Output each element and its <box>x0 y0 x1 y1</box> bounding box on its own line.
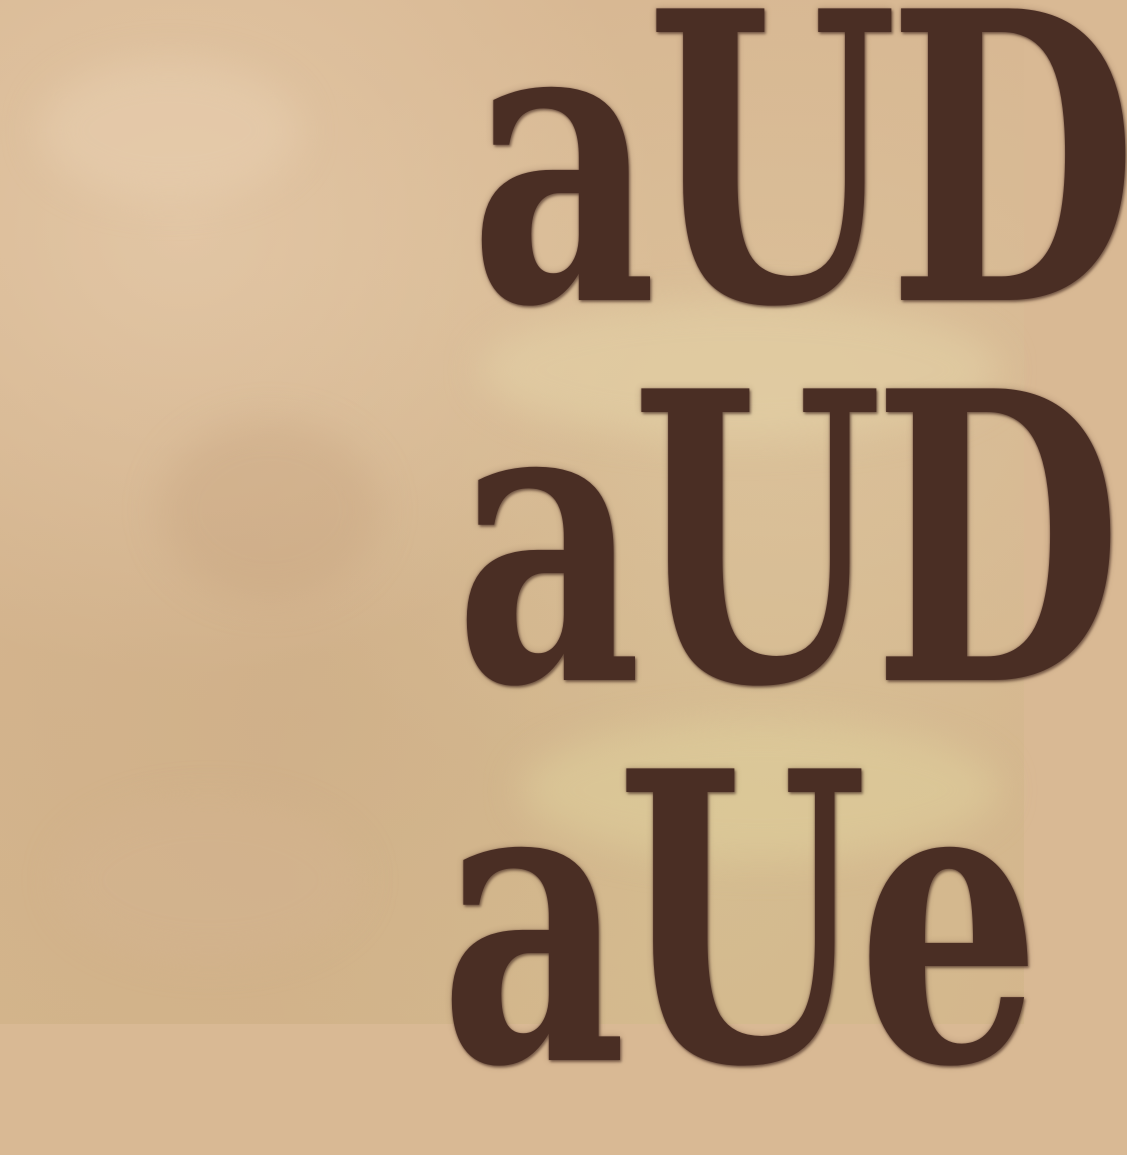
parchment-stain <box>160 420 380 600</box>
manuscript-line-2: aUD <box>455 305 1113 775</box>
parchment-stain <box>60 800 360 960</box>
parchment-stain <box>40 60 300 200</box>
manuscript-line-1: aUD <box>470 0 1127 395</box>
manuscript-line-3: aUe <box>440 685 1031 1155</box>
